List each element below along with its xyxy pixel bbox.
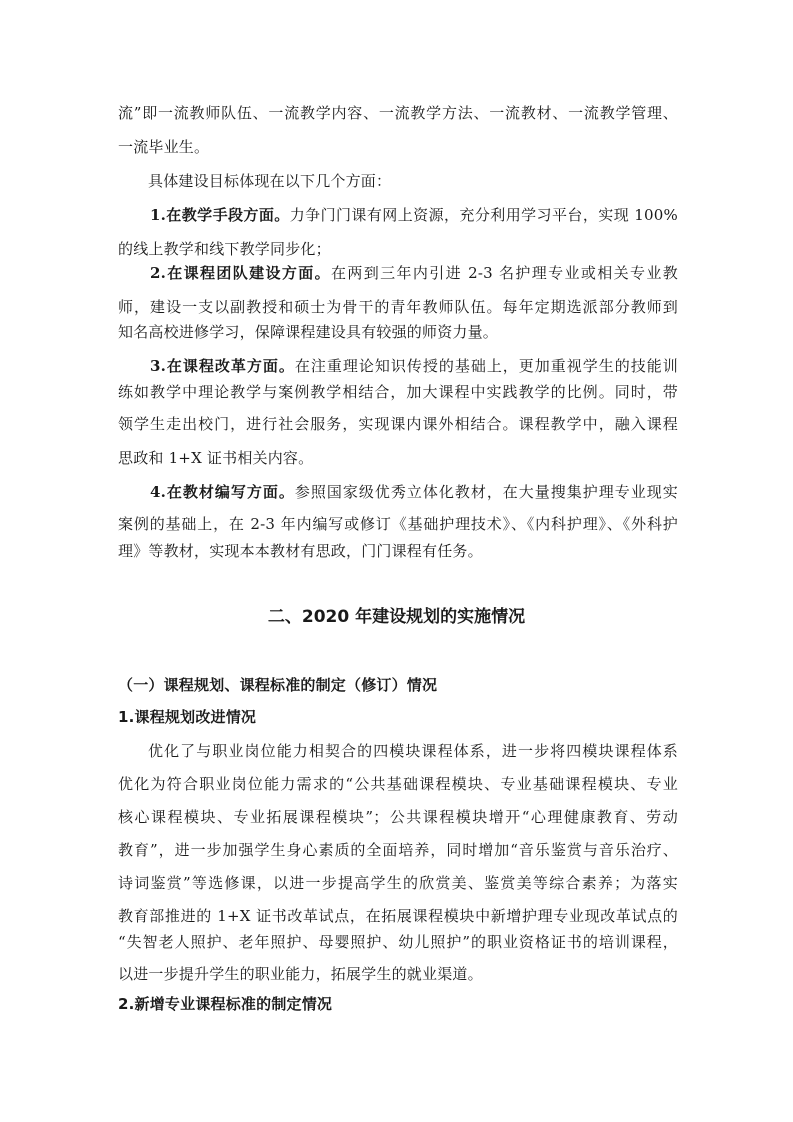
goal-4-title: 4.在教材编写方面。 [150,483,295,501]
goal-2-text: 在两到三年内引进 2-3 名护理专业或相关专业教 [331,264,679,282]
section-title: 二、2020 年建设规划的实施情况 [267,607,526,627]
goal-3-title: 3.在课程改革方面。 [150,357,295,375]
goal-3-line: 练如教学中理论教学与案例教学相结合，加大课程中实践教学的比例。同时，带 [118,383,678,401]
goal-3-first-line [150,356,678,376]
intro-line-2: 一流毕业生。 [118,138,210,156]
goal-1-first-line [150,205,678,225]
goal-1-text: 力争门门课有网上资源，充分利用学习平台，实现 100% [289,206,678,224]
intro-line-1: 流”即一流教师队伍、一流教学内容、一流教学方法、一流教材、一流教学管理、 [118,104,678,122]
subsection-title: （一）课程规划、课程标准的制定（修订）情况 [118,676,438,694]
item-1-line: 教育部推进的 1+X 证书改革试点，在拓展课程模块中新增护理专业现改革试点的 [118,907,678,925]
item-1-line: 核心课程模块、专业拓展课程模块”；公共课程模块增开“心理健康教育、劳动 [118,808,678,826]
goal-4-line: 案例的基础上，在 2-3 年内编写或修订《基础护理技术》、《内科护理》、《外科护 [118,515,678,533]
item-1-line: 以进一步提升学生的职业能力，拓展学生的就业渠道。 [118,965,483,983]
item-1-line: 诗词鉴赏”等选修课，以进一步提高学生的欣赏美、鉴赏美等综合素养；为落实 [118,874,678,892]
goal-4-text: 参照国家级优秀立体化教材，在大量搜集护理专业现实 [294,483,678,501]
goal-2-first-line [150,263,678,283]
goal-2-title: 2.在课程团队建设方面。 [150,264,331,282]
item-2-title: 2.新增专业课程标准的制定情况 [118,995,333,1013]
goal-3-line: 思政和 1+X 证书相关内容。 [118,449,314,467]
goal-1-line: 的线上教学和线下教学同步化； [118,240,331,258]
goal-2-line: 知名高校进修学习，保障课程建设具有较强的师资力量。 [118,323,499,341]
goal-3-line: 领学生走出校门，进行社会服务，实现课内课外相结合。课程教学中，融入课程 [118,415,678,433]
intro-line-3: 具体建设目标体现在以下几个方面： [148,172,392,190]
goal-2-line: 师，建设一支以副教授和硕士为骨干的青年教师队伍。每年定期选派部分教师到 [118,298,678,316]
goal-4-first-line [150,482,678,502]
item-1-line: 教育”，进一步加强学生身心素质的全面培养，同时增加“音乐鉴赏与音乐治疗、 [118,841,678,859]
item-1-title: 1.课程规划改进情况 [118,708,257,726]
goal-1-title: 1.在教学手段方面。 [150,206,290,224]
item-1-line: 优化为符合职业岗位能力需求的“公共基础课程模块、专业基础课程模块、专业 [118,775,678,793]
goal-3-text: 在注重理论知识传授的基础上，更加重视学生的技能训 [294,357,678,375]
goal-4-line: 理》等教材，实现本本教材有思政，门门课程有任务。 [118,542,483,560]
item-1-line: 优化了与职业岗位能力相契合的四模块课程体系，进一步将四模块课程体系 [148,742,678,760]
item-1-line: “失智老人照护、老年照护、母婴照护、幼儿照护”的职业资格证书的培训课程， [118,933,678,951]
